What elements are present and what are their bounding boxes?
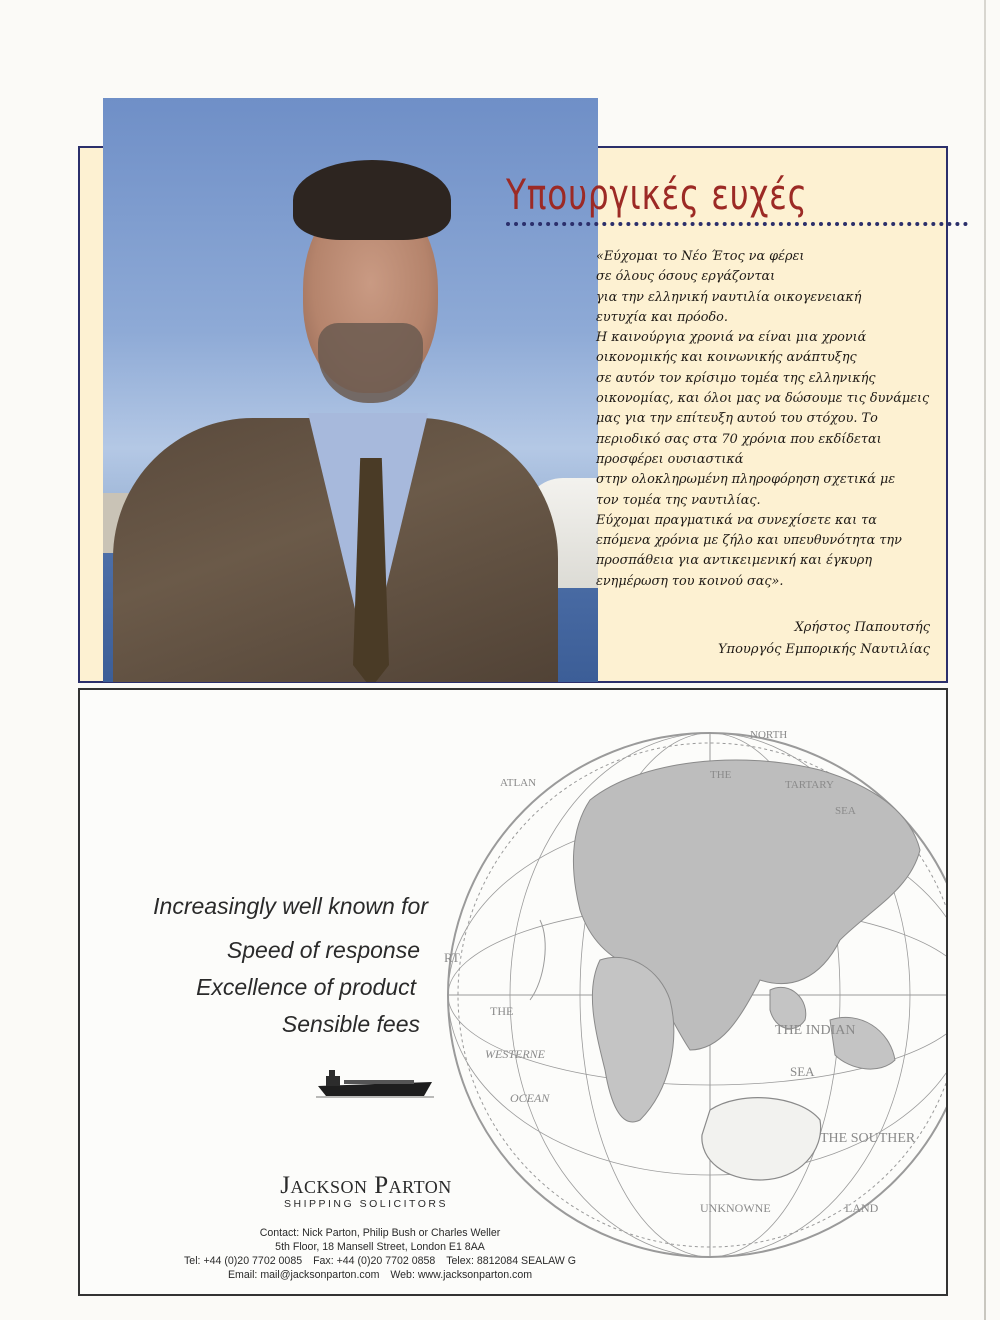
title-divider <box>506 222 968 226</box>
cargo-ship-icon <box>316 1066 434 1098</box>
quote-line: «Εύχομαι το Νέο Έτος να φέρει <box>596 249 805 264</box>
quote-line: για την ελληνική ναυτιλία οικογενειακή <box>596 289 862 305</box>
logo-name: Jackson Parton <box>280 1172 452 1199</box>
ad-point: Excellence of product <box>196 974 416 1000</box>
map-label: NORTH <box>750 729 788 741</box>
photo-beard <box>318 323 423 403</box>
quote-line: περιοδικό σας στα 70 χρόνια που εκδίδεται <box>596 431 882 447</box>
quote-line: Η καινούργια χρονιά να είναι μια χρονιά <box>596 330 867 346</box>
map-label: OCEAN <box>510 1091 550 1105</box>
quote-line: σε αυτόν τον κρίσιμο τομέα της ελληνικής <box>596 370 876 386</box>
quote-line: ευτυχία και πρόοδο. <box>596 309 728 325</box>
contact-persons: Contact: Nick Parton, Philip Bush or Charles Weller <box>259 1227 501 1239</box>
quote-line: οικονομίας, και όλοι μας να δώσουμε τις δυνάμεις <box>596 391 930 407</box>
map-label: THE <box>710 769 732 781</box>
author-title: Υπουργός Εμπορικής Ναυτιλίας <box>717 642 930 657</box>
photo-hair <box>293 160 451 240</box>
map-label: SEA <box>790 1064 815 1079</box>
quote-line: ενημέρωση του κοινού σας». <box>596 573 784 589</box>
logo-subtitle: SHIPPING SOLICITORS <box>284 1198 448 1210</box>
map-label: THE INDIAN <box>775 1023 856 1038</box>
quote-line: σε όλους όσους εργάζονται <box>596 269 776 285</box>
company-logo <box>258 1172 474 1210</box>
quote-line: προσπάθεια για αντικειμενική και έγκυρη <box>596 553 872 569</box>
map-label: LAND <box>845 1201 879 1215</box>
contact-address: 5th Floor, 18 Mansell Street, London E1 8AA <box>275 1241 485 1253</box>
map-label: UNKNOWNE <box>700 1201 771 1215</box>
quote-line: στην ολοκληρωμένη πληροφόρηση σχετικά με <box>596 472 896 488</box>
contact-online <box>140 1268 620 1282</box>
author-name: Χρήστος Παπουτσής <box>794 620 930 635</box>
contact-block <box>140 1226 620 1282</box>
contact-numbers <box>140 1254 620 1268</box>
contact-tel: Tel: +44 (0)20 7702 0085 <box>184 1255 303 1267</box>
map-label: RT <box>444 950 460 965</box>
map-label: SEA <box>835 805 856 817</box>
contact-fax: Fax: +44 (0)20 7702 0858 <box>313 1255 436 1267</box>
map-label: ATLAN <box>500 777 537 789</box>
contact-telex: Telex: 8812084 SEALAW G <box>446 1255 576 1267</box>
map-label: THE <box>490 1004 514 1018</box>
ad-headline: Increasingly well known for <box>153 893 428 919</box>
map-label: TARTARY <box>785 779 834 791</box>
contact-email[interactable]: Email: mail@jacksonparton.com <box>227 1269 380 1281</box>
quote-line: Εύχομαι πραγματικά να συνεχίσετε και τα <box>596 512 877 528</box>
map-label: THE SOUTHER <box>820 1131 916 1146</box>
ad-point: Sensible fees <box>281 1011 420 1037</box>
ad-point: Speed of response <box>226 937 420 963</box>
page-edge <box>984 0 986 1320</box>
quote-line: επόμενα χρόνια με ζήλο και υπευθυνότητα την <box>596 533 902 549</box>
signature <box>718 617 930 661</box>
quote-line: προσφέρει ουσιαστικά <box>596 451 744 467</box>
quote-line: οικονομικής και κοινωνικής ανάπτυξης <box>596 350 857 366</box>
quote-text <box>596 247 941 592</box>
quote-line: τον τομέα της ναυτιλίας. <box>596 492 761 508</box>
world-map-illustration <box>440 690 948 1290</box>
contact-web[interactable]: Web: www.jacksonparton.com <box>390 1269 533 1281</box>
map-label: WESTERNE <box>485 1047 545 1061</box>
quote-line: μας για την επίτευξη αυτού του στόχου. Το <box>596 411 878 427</box>
article-title: Υπουργικές ευχές <box>506 170 808 219</box>
